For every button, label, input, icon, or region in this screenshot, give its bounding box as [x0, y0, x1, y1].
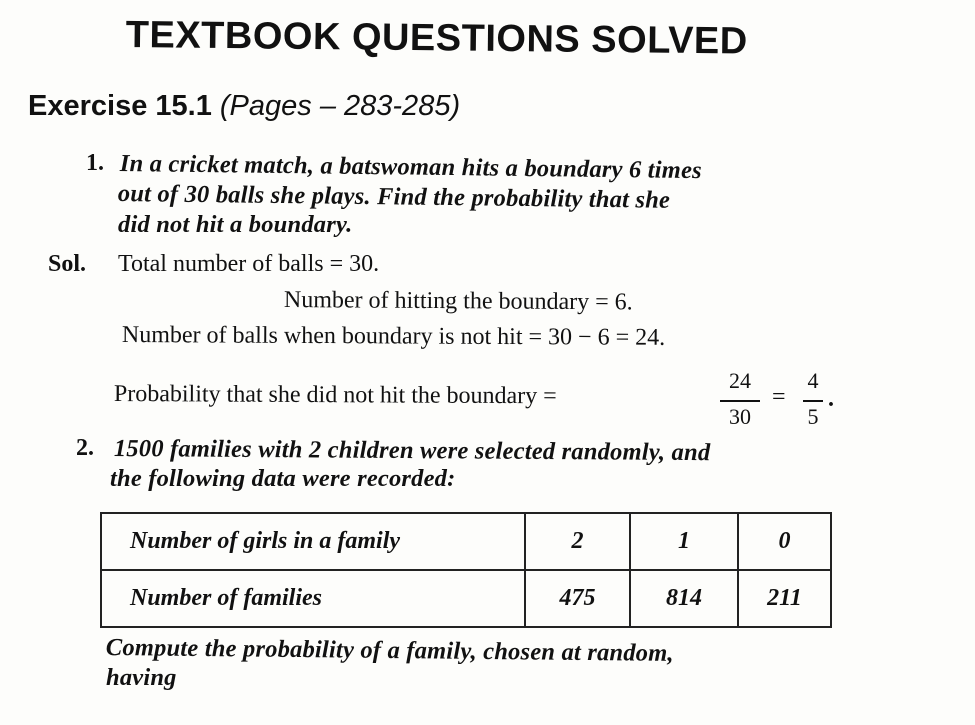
table-cell: 814 [630, 570, 738, 627]
question-2-line-2: the following data were recorded: [110, 465, 456, 492]
question-1-line-3: did not hit a boundary. [118, 211, 353, 238]
table-cell: Number of girls in a family [101, 513, 525, 570]
table-cell: 0 [738, 513, 831, 570]
table-cell: Number of families [101, 570, 525, 627]
question-2-continuation-1: Compute the probability of a family, chosen at random, [105, 634, 674, 667]
table-cell: 1 [630, 513, 738, 570]
question-2-number: 2. [76, 435, 94, 461]
question-1-number: 1. [86, 150, 104, 176]
equals-sign: = [772, 384, 786, 410]
solution-line-1: Total number of balls = 30. [118, 251, 380, 277]
question-1-line-1: In a cricket match, a batswoman hits a boundary 6 times [119, 150, 703, 185]
question-1-line-2: out of 30 balls she plays. Find the probability that she [117, 180, 671, 214]
girls-families-table [100, 512, 832, 628]
exercise-pages: (Pages – 283-285) [219, 90, 461, 122]
question-2-continuation-2: having [106, 664, 177, 691]
fraction-bar [803, 400, 823, 402]
fraction-denominator: 5 [807, 404, 819, 429]
table-cell: 2 [525, 513, 630, 570]
fraction-denominator: 30 [729, 404, 751, 429]
sentence-period: . [828, 386, 834, 412]
fraction-numerator: 4 [807, 368, 819, 393]
solution-label: Sol. [48, 251, 87, 277]
exercise-heading [28, 90, 460, 123]
solution-line-2: Number of hitting the boundary = 6. [283, 287, 633, 316]
table-row [101, 570, 831, 627]
fraction-bar [720, 400, 760, 402]
fraction-numerator: 24 [729, 368, 751, 393]
solution-line-3: Number of balls when boundary is not hit = 30 − 6 = 24. [121, 322, 666, 351]
probability-statement: Probability that she did not hit the boundary = [113, 381, 557, 410]
fraction-4-5 [800, 368, 826, 432]
question-2-line-1: 1500 families with 2 children were selected randomly, and [113, 435, 711, 467]
table-row [101, 513, 831, 570]
exercise-label: Exercise 15.1 [28, 90, 212, 122]
page-title: TEXTBOOK QUESTIONS SOLVED [125, 14, 748, 63]
fraction-24-30 [718, 368, 762, 432]
table-cell: 211 [738, 570, 831, 627]
table-cell: 475 [525, 570, 630, 627]
